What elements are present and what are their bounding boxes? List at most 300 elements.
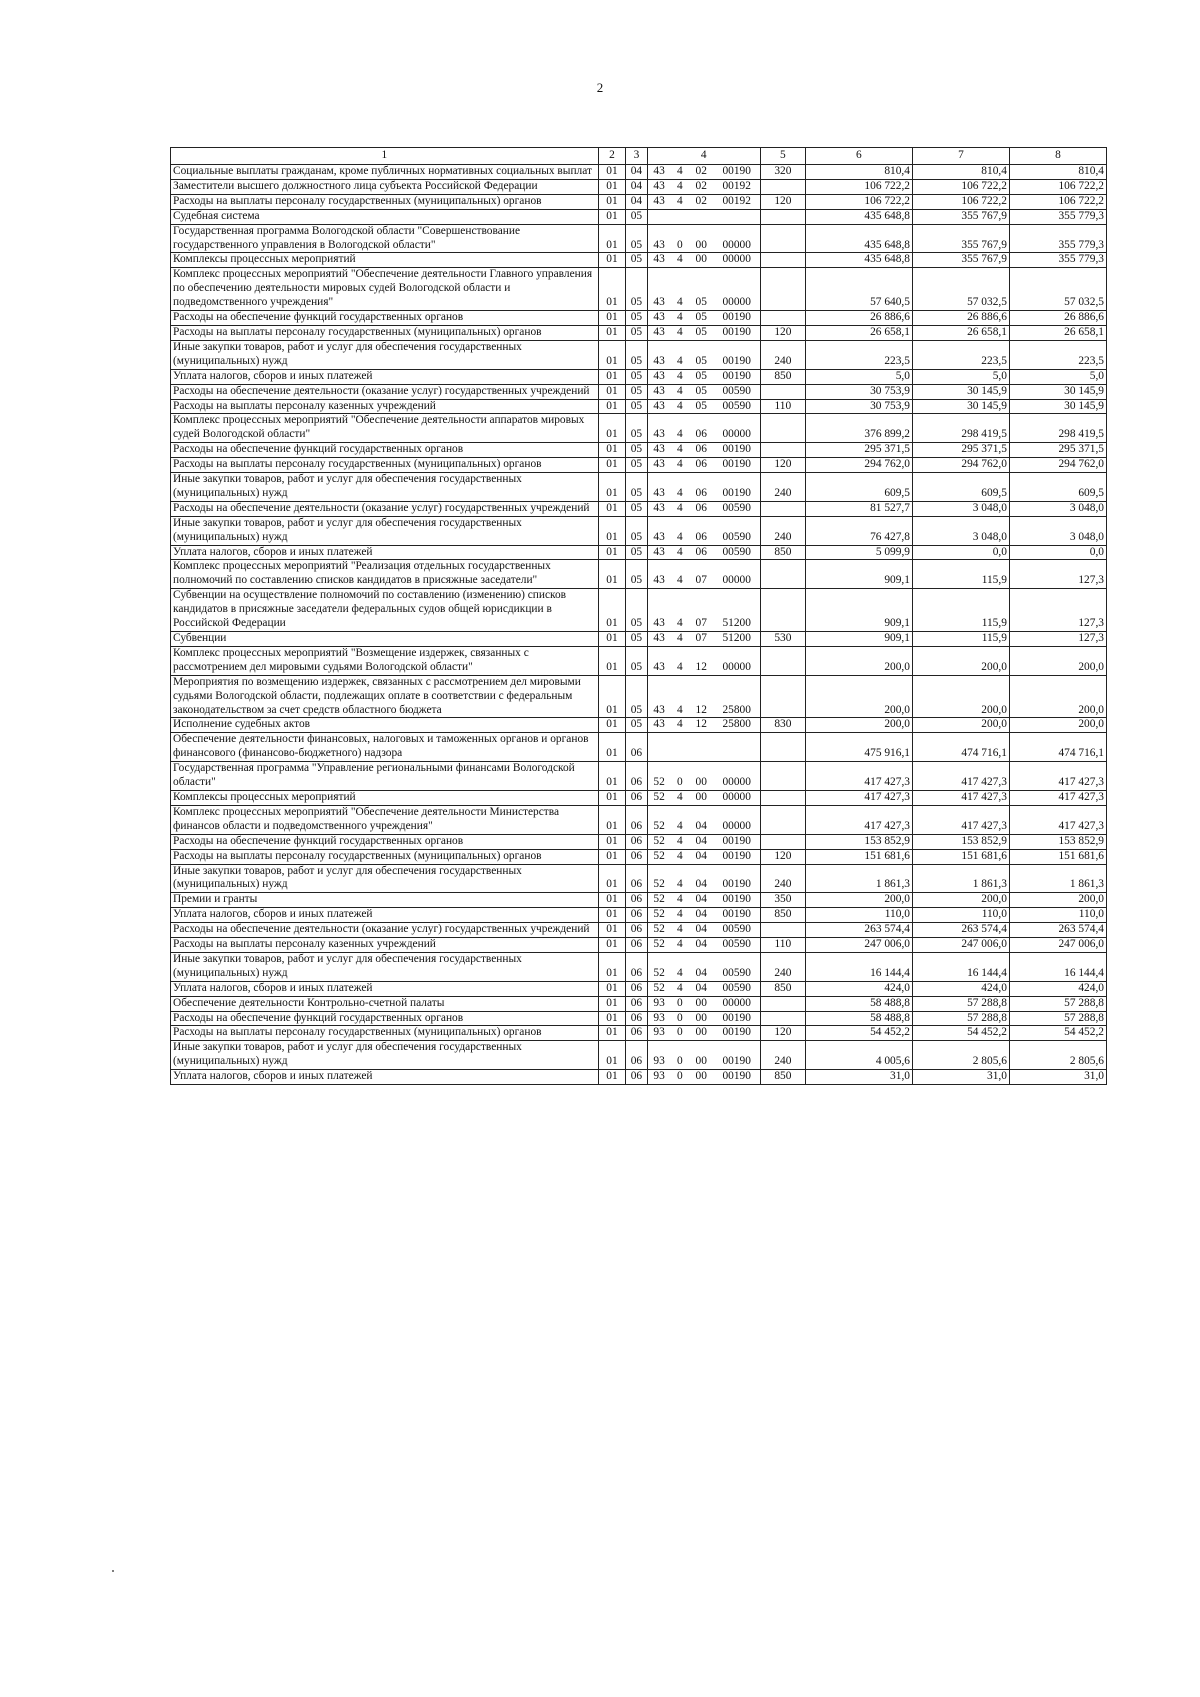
row-subsection: 06 <box>626 1070 647 1085</box>
row-name: Расходы на выплаты персоналу государственных (муниципальных) органов <box>171 325 599 340</box>
row-complex: 05 <box>689 325 713 340</box>
row-program: 43 <box>647 675 670 718</box>
row-subprogram: 0 <box>671 1070 689 1085</box>
row-subsection: 05 <box>626 268 647 311</box>
row-complex: 05 <box>689 369 713 384</box>
row-program: 43 <box>647 165 670 180</box>
row-sum-year-3: 151 681,6 <box>1009 849 1106 864</box>
row-expense-type <box>760 805 805 834</box>
row-direction: 25800 <box>713 675 760 718</box>
row-direction: 00590 <box>713 384 760 399</box>
row-subprogram: 4 <box>671 790 689 805</box>
row-program: 52 <box>647 834 670 849</box>
row-sum-year-1: 151 681,6 <box>805 849 912 864</box>
row-expense-type <box>760 253 805 268</box>
row-subprogram: 4 <box>671 560 689 589</box>
row-section: 01 <box>598 589 626 632</box>
row-expense-type: 850 <box>760 369 805 384</box>
row-name: Иные закупки товаров, работ и услуг для обеспечения государственных (муниципальных) нужд <box>171 952 599 981</box>
row-subsection: 05 <box>626 675 647 718</box>
row-complex: 07 <box>689 589 713 632</box>
row-complex <box>689 733 713 762</box>
row-sum-year-3: 200,0 <box>1009 893 1106 908</box>
table-row <box>171 325 1107 340</box>
row-program: 52 <box>647 923 670 938</box>
row-subprogram: 4 <box>671 864 689 893</box>
row-name: Премии и гранты <box>171 893 599 908</box>
row-direction: 00000 <box>713 268 760 311</box>
row-sum-year-3: 127,3 <box>1009 589 1106 632</box>
row-subprogram: 4 <box>671 938 689 953</box>
row-section: 01 <box>598 908 626 923</box>
row-subsection: 05 <box>626 501 647 516</box>
row-section: 01 <box>598 1041 626 1070</box>
row-sum-year-2: 106 722,2 <box>912 179 1009 194</box>
row-expense-type <box>760 179 805 194</box>
row-name: Мероприятия по возмещению издержек, связанных с рассмотрением дел мировыми судьями Вологодской области, подлежащих оплате в соответствии с федеральным законодательством за счет средств областного бюджета <box>171 675 599 718</box>
row-sum-year-1: 110,0 <box>805 908 912 923</box>
row-sum-year-1: 31,0 <box>805 1070 912 1085</box>
row-direction: 00192 <box>713 194 760 209</box>
row-name: Комплексы процессных мероприятий <box>171 790 599 805</box>
row-subprogram <box>671 733 689 762</box>
table-row <box>171 224 1107 253</box>
row-direction: 00190 <box>713 458 760 473</box>
row-section: 01 <box>598 632 626 647</box>
table-row <box>171 923 1107 938</box>
row-expense-type <box>760 923 805 938</box>
table-row <box>171 938 1107 953</box>
row-section: 01 <box>598 996 626 1011</box>
row-subsection: 05 <box>626 224 647 253</box>
row-subprogram: 4 <box>671 311 689 326</box>
row-name: Расходы на выплаты персоналу государственных (муниципальных) органов <box>171 1026 599 1041</box>
table-row <box>171 473 1107 502</box>
row-sum-year-2: 54 452,2 <box>912 1026 1009 1041</box>
row-complex: 06 <box>689 473 713 502</box>
row-expense-type: 830 <box>760 718 805 733</box>
row-sum-year-3: 0,0 <box>1009 545 1106 560</box>
row-direction: 00000 <box>713 414 760 443</box>
header-col-6: 6 <box>805 148 912 165</box>
table-row <box>171 790 1107 805</box>
row-sum-year-1: 200,0 <box>805 893 912 908</box>
row-direction: 00590 <box>713 923 760 938</box>
row-subsection: 06 <box>626 952 647 981</box>
table-row <box>171 718 1107 733</box>
row-sum-year-2: 30 145,9 <box>912 399 1009 414</box>
row-sum-year-1: 376 899,2 <box>805 414 912 443</box>
row-program: 52 <box>647 981 670 996</box>
row-subsection: 05 <box>626 589 647 632</box>
row-subsection: 06 <box>626 893 647 908</box>
row-name: Иные закупки товаров, работ и услуг для обеспечения государственных (муниципальных) нужд <box>171 1041 599 1070</box>
row-sum-year-1: 435 648,8 <box>805 253 912 268</box>
row-complex: 04 <box>689 952 713 981</box>
row-section: 01 <box>598 399 626 414</box>
table-row <box>171 589 1107 632</box>
row-subprogram: 0 <box>671 1011 689 1026</box>
row-sum-year-1: 435 648,8 <box>805 209 912 224</box>
row-direction: 00590 <box>713 981 760 996</box>
row-sum-year-1: 58 488,8 <box>805 1011 912 1026</box>
row-program: 43 <box>647 224 670 253</box>
row-program: 43 <box>647 399 670 414</box>
row-sum-year-3: 417 427,3 <box>1009 805 1106 834</box>
row-expense-type: 320 <box>760 165 805 180</box>
row-sum-year-1: 223,5 <box>805 340 912 369</box>
row-subprogram: 4 <box>671 849 689 864</box>
row-name: Расходы на обеспечение функций государственных органов <box>171 1011 599 1026</box>
row-sum-year-3: 16 144,4 <box>1009 952 1106 981</box>
row-sum-year-3: 295 371,5 <box>1009 443 1106 458</box>
row-section: 01 <box>598 938 626 953</box>
row-program: 43 <box>647 179 670 194</box>
row-sum-year-2: 609,5 <box>912 473 1009 502</box>
row-sum-year-3: 57 288,8 <box>1009 996 1106 1011</box>
row-sum-year-3: 200,0 <box>1009 675 1106 718</box>
row-expense-type <box>760 209 805 224</box>
row-sum-year-2: 355 767,9 <box>912 224 1009 253</box>
row-name: Расходы на обеспечение функций государственных органов <box>171 311 599 326</box>
row-subprogram: 4 <box>671 981 689 996</box>
row-direction: 00190 <box>713 473 760 502</box>
row-subsection: 06 <box>626 938 647 953</box>
row-name: Расходы на обеспечение деятельности (оказание услуг) государственных учреждений <box>171 923 599 938</box>
row-sum-year-2: 810,4 <box>912 165 1009 180</box>
row-expense-type: 240 <box>760 1041 805 1070</box>
row-subsection: 05 <box>626 325 647 340</box>
row-program: 43 <box>647 589 670 632</box>
row-subsection: 05 <box>626 632 647 647</box>
row-expense-type <box>760 589 805 632</box>
row-sum-year-3: 298 419,5 <box>1009 414 1106 443</box>
row-sum-year-1: 106 722,2 <box>805 179 912 194</box>
table-row <box>171 1070 1107 1085</box>
row-sum-year-2: 57 288,8 <box>912 1011 1009 1026</box>
row-name: Комплекс процессных мероприятий "Обеспечение деятельности аппаратов мировых судей Вологодской области" <box>171 414 599 443</box>
table-row <box>171 268 1107 311</box>
row-subsection: 06 <box>626 923 647 938</box>
table-row <box>171 1026 1107 1041</box>
row-section: 01 <box>598 893 626 908</box>
table-row <box>171 952 1107 981</box>
table-row <box>171 834 1107 849</box>
row-program: 93 <box>647 1041 670 1070</box>
row-program: 43 <box>647 414 670 443</box>
table-row <box>171 996 1107 1011</box>
row-subprogram: 4 <box>671 893 689 908</box>
row-sum-year-1: 295 371,5 <box>805 443 912 458</box>
row-sum-year-1: 417 427,3 <box>805 805 912 834</box>
row-program: 43 <box>647 458 670 473</box>
row-complex: 04 <box>689 834 713 849</box>
row-sum-year-3: 424,0 <box>1009 981 1106 996</box>
row-expense-type <box>760 646 805 675</box>
row-sum-year-2: 31,0 <box>912 1070 1009 1085</box>
row-sum-year-1: 5 099,9 <box>805 545 912 560</box>
row-sum-year-2: 200,0 <box>912 675 1009 718</box>
row-direction: 00190 <box>713 1070 760 1085</box>
row-complex: 00 <box>689 1026 713 1041</box>
row-complex: 04 <box>689 864 713 893</box>
row-sum-year-1: 81 527,7 <box>805 501 912 516</box>
row-name: Расходы на обеспечение функций государственных органов <box>171 443 599 458</box>
row-subsection: 04 <box>626 165 647 180</box>
row-complex: 00 <box>689 1011 713 1026</box>
row-expense-type <box>760 311 805 326</box>
row-complex: 06 <box>689 414 713 443</box>
row-direction: 00000 <box>713 224 760 253</box>
row-expense-type <box>760 268 805 311</box>
row-expense-type: 120 <box>760 1026 805 1041</box>
row-direction: 00190 <box>713 340 760 369</box>
row-sum-year-3: 30 145,9 <box>1009 399 1106 414</box>
row-subsection: 06 <box>626 834 647 849</box>
row-sum-year-2: 115,9 <box>912 560 1009 589</box>
table-row <box>171 311 1107 326</box>
row-direction: 00190 <box>713 311 760 326</box>
row-sum-year-2: 115,9 <box>912 632 1009 647</box>
row-name: Заместители высшего должностного лица субъекта Российской Федерации <box>171 179 599 194</box>
row-expense-type: 110 <box>760 399 805 414</box>
row-complex: 04 <box>689 908 713 923</box>
row-sum-year-1: 16 144,4 <box>805 952 912 981</box>
table-row <box>171 864 1107 893</box>
row-complex: 00 <box>689 1070 713 1085</box>
row-section: 01 <box>598 952 626 981</box>
row-sum-year-3: 417 427,3 <box>1009 790 1106 805</box>
row-sum-year-3: 1 861,3 <box>1009 864 1106 893</box>
row-name: Уплата налогов, сборов и иных платежей <box>171 545 599 560</box>
row-name: Субвенции на осуществление полномочий по составлению (изменению) списков кандидатов в присяжные заседатели федеральных судов общей юрисдикции в Российской Федерации <box>171 589 599 632</box>
row-subsection: 06 <box>626 1011 647 1026</box>
row-sum-year-1: 30 753,9 <box>805 384 912 399</box>
row-section: 01 <box>598 340 626 369</box>
table-row <box>171 399 1107 414</box>
row-sum-year-1: 247 006,0 <box>805 938 912 953</box>
row-sum-year-1: 909,1 <box>805 589 912 632</box>
row-complex: 02 <box>689 194 713 209</box>
row-program: 43 <box>647 646 670 675</box>
row-name: Расходы на обеспечение функций государственных органов <box>171 834 599 849</box>
row-sum-year-2: 417 427,3 <box>912 805 1009 834</box>
row-name: Обеспечение деятельности финансовых, налоговых и таможенных органов и органов финансового (финансово-бюджетного) надзора <box>171 733 599 762</box>
row-program: 43 <box>647 369 670 384</box>
row-subsection: 06 <box>626 908 647 923</box>
header-col-4: 4 <box>647 148 760 165</box>
row-program: 93 <box>647 1011 670 1026</box>
row-program: 43 <box>647 473 670 502</box>
row-name: Судебная система <box>171 209 599 224</box>
row-section: 01 <box>598 311 626 326</box>
row-direction: 00190 <box>713 893 760 908</box>
row-sum-year-2: 26 658,1 <box>912 325 1009 340</box>
row-name: Расходы на обеспечение деятельности (оказание услуг) государственных учреждений <box>171 501 599 516</box>
row-subprogram: 4 <box>671 923 689 938</box>
row-direction: 00190 <box>713 1026 760 1041</box>
row-section: 01 <box>598 384 626 399</box>
row-name: Субвенции <box>171 632 599 647</box>
row-subsection: 05 <box>626 516 647 545</box>
row-direction: 25800 <box>713 718 760 733</box>
row-subsection: 05 <box>626 473 647 502</box>
row-sum-year-3: 3 048,0 <box>1009 501 1106 516</box>
row-section: 01 <box>598 1070 626 1085</box>
row-section: 01 <box>598 805 626 834</box>
row-sum-year-3: 200,0 <box>1009 646 1106 675</box>
row-direction: 00190 <box>713 1011 760 1026</box>
row-subprogram: 4 <box>671 545 689 560</box>
row-subsection: 05 <box>626 718 647 733</box>
row-section: 01 <box>598 209 626 224</box>
row-sum-year-3: 26 658,1 <box>1009 325 1106 340</box>
row-sum-year-2: 153 852,9 <box>912 834 1009 849</box>
row-subprogram: 0 <box>671 762 689 791</box>
table-row <box>171 458 1107 473</box>
row-subsection: 04 <box>626 179 647 194</box>
row-expense-type <box>760 733 805 762</box>
row-subprogram: 4 <box>671 268 689 311</box>
row-direction: 00000 <box>713 790 760 805</box>
row-sum-year-2: 0,0 <box>912 545 1009 560</box>
table-row <box>171 560 1107 589</box>
row-subprogram: 4 <box>671 399 689 414</box>
row-sum-year-2: 298 419,5 <box>912 414 1009 443</box>
row-program: 52 <box>647 938 670 953</box>
row-sum-year-3: 810,4 <box>1009 165 1106 180</box>
row-subsection: 06 <box>626 1026 647 1041</box>
row-sum-year-2: 200,0 <box>912 646 1009 675</box>
table-row <box>171 646 1107 675</box>
row-expense-type <box>760 675 805 718</box>
header-col-3: 3 <box>626 148 647 165</box>
row-sum-year-2: 1 861,3 <box>912 864 1009 893</box>
row-subprogram: 4 <box>671 834 689 849</box>
row-sum-year-1: 153 852,9 <box>805 834 912 849</box>
row-sum-year-1: 76 427,8 <box>805 516 912 545</box>
budget-table <box>170 147 1107 1085</box>
row-subprogram: 4 <box>671 384 689 399</box>
table-row <box>171 414 1107 443</box>
table-row <box>171 762 1107 791</box>
row-name: Обеспечение деятельности Контрольно-счетной палаты <box>171 996 599 1011</box>
row-name: Иные закупки товаров, работ и услуг для обеспечения государственных (муниципальных) нужд <box>171 473 599 502</box>
row-complex: 00 <box>689 1041 713 1070</box>
row-subprogram: 4 <box>671 253 689 268</box>
row-name: Расходы на выплаты персоналу государственных (муниципальных) органов <box>171 458 599 473</box>
row-sum-year-2: 417 427,3 <box>912 762 1009 791</box>
row-section: 01 <box>598 414 626 443</box>
row-sum-year-1: 424,0 <box>805 981 912 996</box>
row-complex: 06 <box>689 501 713 516</box>
row-sum-year-2: 355 767,9 <box>912 253 1009 268</box>
row-section: 01 <box>598 1011 626 1026</box>
row-section: 01 <box>598 545 626 560</box>
row-direction: 51200 <box>713 632 760 647</box>
row-subprogram: 4 <box>671 632 689 647</box>
row-expense-type <box>760 790 805 805</box>
row-section: 01 <box>598 560 626 589</box>
row-expense-type: 110 <box>760 938 805 953</box>
row-section: 01 <box>598 675 626 718</box>
row-sum-year-2: 200,0 <box>912 718 1009 733</box>
row-sum-year-1: 200,0 <box>805 646 912 675</box>
row-subprogram: 4 <box>671 675 689 718</box>
row-section: 01 <box>598 864 626 893</box>
row-sum-year-2: 295 371,5 <box>912 443 1009 458</box>
table-row <box>171 179 1107 194</box>
row-direction: 00590 <box>713 516 760 545</box>
row-subprogram: 4 <box>671 718 689 733</box>
row-subprogram: 4 <box>671 473 689 502</box>
row-expense-type <box>760 443 805 458</box>
table-row <box>171 981 1107 996</box>
row-name: Комплекс процессных мероприятий "Возмещение издержек, связанных с рассмотрением дел мировыми судьями Вологодской области" <box>171 646 599 675</box>
row-name: Уплата налогов, сборов и иных платежей <box>171 908 599 923</box>
row-expense-type <box>760 762 805 791</box>
row-program: 52 <box>647 790 670 805</box>
row-direction: 00000 <box>713 646 760 675</box>
row-expense-type: 240 <box>760 473 805 502</box>
row-section: 01 <box>598 1026 626 1041</box>
row-sum-year-2: 223,5 <box>912 340 1009 369</box>
row-section: 01 <box>598 733 626 762</box>
row-subsection: 05 <box>626 369 647 384</box>
row-program: 52 <box>647 864 670 893</box>
row-section: 01 <box>598 224 626 253</box>
row-sum-year-1: 1 861,3 <box>805 864 912 893</box>
table-row <box>171 443 1107 458</box>
row-subsection: 06 <box>626 849 647 864</box>
row-program: 43 <box>647 384 670 399</box>
table-row <box>171 849 1107 864</box>
row-sum-year-3: 106 722,2 <box>1009 194 1106 209</box>
row-expense-type: 240 <box>760 952 805 981</box>
row-complex: 04 <box>689 938 713 953</box>
table-row <box>171 384 1107 399</box>
row-complex: 07 <box>689 632 713 647</box>
table-body <box>171 165 1107 1085</box>
row-sum-year-2: 30 145,9 <box>912 384 1009 399</box>
row-sum-year-3: 223,5 <box>1009 340 1106 369</box>
row-sum-year-2: 355 767,9 <box>912 209 1009 224</box>
row-direction: 00590 <box>713 501 760 516</box>
row-expense-type: 530 <box>760 632 805 647</box>
row-expense-type: 850 <box>760 545 805 560</box>
row-subsection: 06 <box>626 805 647 834</box>
row-complex: 06 <box>689 545 713 560</box>
row-section: 01 <box>598 369 626 384</box>
table-row <box>171 632 1107 647</box>
table-row <box>171 733 1107 762</box>
row-expense-type: 120 <box>760 849 805 864</box>
row-complex: 05 <box>689 384 713 399</box>
row-subprogram: 4 <box>671 589 689 632</box>
row-program: 43 <box>647 194 670 209</box>
row-name: Расходы на выплаты персоналу казенных учреждений <box>171 399 599 414</box>
row-direction: 00190 <box>713 849 760 864</box>
row-program: 52 <box>647 893 670 908</box>
row-complex: 05 <box>689 399 713 414</box>
row-sum-year-1: 417 427,3 <box>805 790 912 805</box>
row-program: 43 <box>647 718 670 733</box>
row-subsection: 05 <box>626 545 647 560</box>
row-complex: 05 <box>689 268 713 311</box>
row-direction: 00000 <box>713 560 760 589</box>
table-row <box>171 194 1107 209</box>
row-sum-year-1: 909,1 <box>805 632 912 647</box>
